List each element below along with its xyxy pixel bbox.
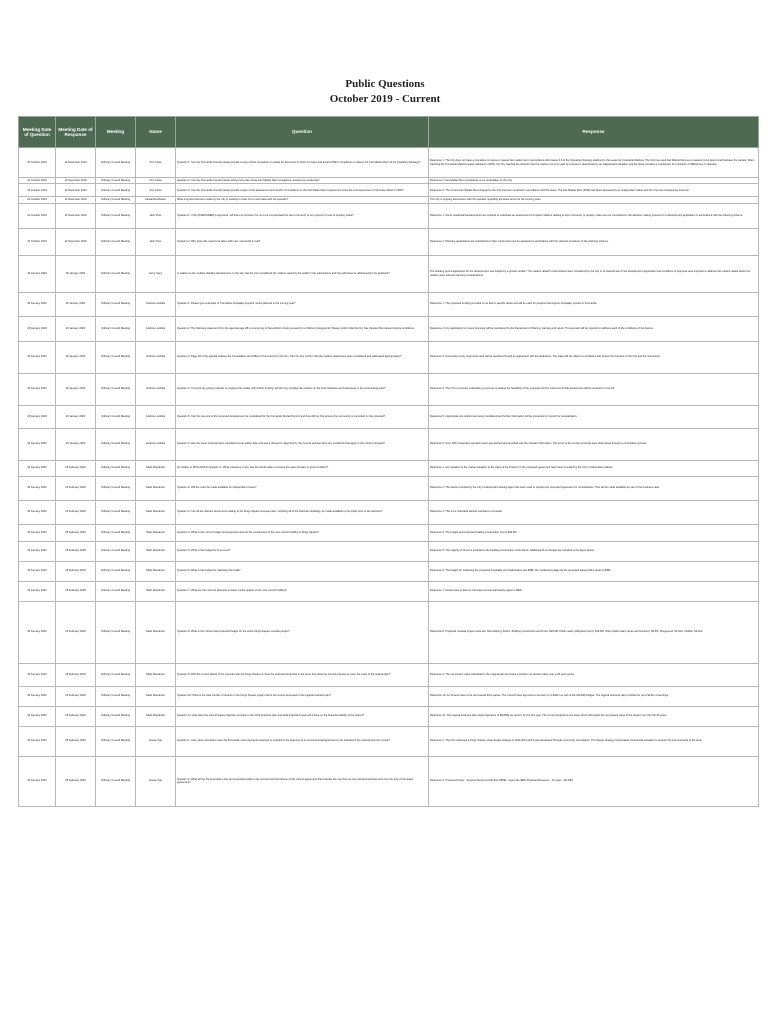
response-cell: Response 2: The advice provided by the City's independent leasing agent has been used to prepare the proposed agreement for consideration. This will be made available as part of the business case. bbox=[429, 476, 759, 500]
name-cell: Gerry Ivany bbox=[136, 255, 176, 292]
table-row bbox=[19, 706, 759, 726]
question-cell: Question 3: Can all the relevant documents relating to the Kings Square business plan, including all of the financial modelling, be made available to the public prior to the decision? bbox=[176, 500, 429, 524]
question-cell: Question 9: With the current failure of the council's plan for Kings Square to meet the expected tenancies in the area, how does the council propose to cover the costs of the original plan? bbox=[176, 663, 429, 686]
response-date-cell: 25 February 2020 bbox=[56, 726, 96, 756]
response-cell: Response 10: As Tenants were to be commercial third parties. The Council have approved a turnover up to $20m as part of the 2019/20 budget. The original business plan provided for up to $2.8m of earnings. bbox=[429, 686, 759, 706]
question-date-cell: 26 January 2020 bbox=[19, 292, 56, 316]
name-cell: Andrew Luobikis bbox=[136, 292, 176, 316]
meeting-cell: Ordinary Council Meeting bbox=[96, 405, 136, 428]
name-cell: Mark Woodcock bbox=[136, 460, 176, 476]
question-date-cell: 26 January 2020 bbox=[19, 428, 56, 460]
response-cell: Response 7: Actual costs to date for the lease commercial leasing agent is $92k. bbox=[429, 581, 759, 601]
table-row bbox=[19, 460, 759, 476]
question-date-cell: 26 January 2020 bbox=[19, 524, 56, 541]
questions-table bbox=[18, 116, 759, 807]
response-date-cell: 25 February 2020 bbox=[56, 541, 96, 561]
name-cell: Mark Woodcock bbox=[136, 500, 176, 524]
table-row bbox=[19, 373, 759, 405]
table-row bbox=[19, 316, 759, 341]
table-row bbox=[19, 184, 759, 197]
table-row bbox=[19, 756, 759, 806]
meeting-cell: Ordinary Council Meeting bbox=[96, 524, 136, 541]
table-row bbox=[19, 292, 759, 316]
question-date-cell: 22 October 2019 bbox=[19, 148, 56, 178]
table-row bbox=[19, 428, 759, 460]
question-date-cell: 26 January 2020 bbox=[19, 601, 56, 663]
response-date-cell: 26 January 2020 bbox=[56, 373, 96, 405]
table-row bbox=[19, 341, 759, 373]
table-row bbox=[19, 601, 759, 663]
name-cell: Mark Woodcock bbox=[136, 561, 176, 581]
question-cell: Question 6: What is the budget for marketing the retail? bbox=[176, 561, 429, 581]
response-date-cell: 12 November 2019 bbox=[56, 228, 96, 255]
meeting-cell: Ordinary Council Meeting bbox=[96, 663, 136, 686]
meeting-cell: Ordinary Council Meeting bbox=[96, 292, 136, 316]
response-cell: Response 11: The original business plan used projections of $8,838k per annum for the first year. The current projections are lower which will impact the net present value of the project over the first 25 years. bbox=[429, 706, 759, 726]
name-cell: Mark Woodcock bbox=[136, 686, 176, 706]
response-date-cell: 26 January 2020 bbox=[56, 316, 96, 341]
table-row bbox=[19, 524, 759, 541]
response-cell: Response 5: Appropriate site options are being considered and further information will be presented to Council for consideration. bbox=[429, 405, 759, 428]
response-date-cell: 25 February 2020 bbox=[56, 460, 96, 476]
response-date-cell: 25 February 2020 bbox=[56, 561, 96, 581]
question-date-cell: 26 January 2020 bbox=[19, 686, 56, 706]
question-cell: Question 4: If council are going to decide to progress this matter with further funding, will the City consider the impacts on the local residents and businesses in the surrounding area? bbox=[176, 373, 429, 405]
question-cell: Question 5: Can the new site of the proposed development be considered for the Fremantle Social Precinct and how will the City ensure the community is consulted on the proposal? bbox=[176, 405, 429, 428]
question-date-cell: 26 January 2020 bbox=[19, 663, 56, 686]
meeting-cell: Ordinary Council Meeting bbox=[96, 726, 136, 756]
question-cell: Question 2: Why does this need to be taken with new, anti-social is real? bbox=[176, 228, 429, 255]
meeting-cell: Ordinary Council Meeting bbox=[96, 460, 136, 476]
response-cell: Response 9: The net present value calculated in the original plan promoted a positive net present value over a 25 year period. bbox=[429, 663, 759, 686]
response-date-cell: 26 January 2020 bbox=[56, 405, 96, 428]
page-title: Public Questions bbox=[345, 78, 425, 90]
table-row bbox=[19, 255, 759, 292]
question-cell: Question 10: What is the total number of tenants in the Kings Square project that is the council proposed in the original business plan? bbox=[176, 686, 429, 706]
table-row bbox=[19, 500, 759, 524]
question-cell: Question 2: The following statement from the agenda page 38 is concerning in that alcohol is being served for a children's playground. Please confirm that the City has checked the relevant licence conditions. bbox=[176, 316, 429, 341]
meeting-cell: Ordinary Council Meeting bbox=[96, 316, 136, 341]
question-cell: Question 2: Can the Fremantle Council please advise how often these Fair Market Rent compliance reviews are conducted? bbox=[176, 178, 429, 184]
response-cell: Response 6: Over 100 prospective operators were approached and provided with the relevant information. The terms of the current proposal were determined through a competitive process. bbox=[429, 428, 759, 460]
table-row bbox=[19, 148, 759, 178]
meeting-cell: Ordinary Council Meeting bbox=[96, 561, 136, 581]
response-cell: Response 1: Some residential developments are required to undertake an assessment of impacts. Matters relating to loss of amenity or property value are not considered in the decision making process for a development application in accordance with the planning scheme. bbox=[429, 203, 759, 228]
name-cell: Mark Woodcock bbox=[136, 476, 176, 500]
meeting-cell: Ordinary Council Meeting bbox=[96, 686, 136, 706]
name-cell: Tom Coste bbox=[136, 148, 176, 178]
response-cell: Response 2: Planning applications are considered on their merits and must be assessed in accordance with the relevant provisions of the planning scheme. bbox=[429, 228, 759, 255]
response-cell: Response 2: Proposed Costs: - Anytime Tenant contribution $969k - Agent fee $96k Projected Revenue: - 10 years - $6.34M bbox=[429, 756, 759, 806]
meeting-cell: Ordinary Council Meeting bbox=[96, 581, 136, 601]
table-row bbox=[19, 405, 759, 428]
response-date-cell: 25 February 2020 bbox=[56, 706, 96, 726]
name-cell: Andrew Luobikis bbox=[136, 428, 176, 460]
response-date-cell: 25 February 2020 bbox=[56, 581, 96, 601]
response-date-cell: 26 January 2020 bbox=[56, 428, 96, 460]
table-row bbox=[19, 561, 759, 581]
question-date-cell: 26 January 2020 bbox=[19, 373, 56, 405]
question-cell: Question 1: Can the Fremantle Council please provide a copy of their procedure or guides for document in which is review and assess PMF's compliance to clause 4.6 'Fair Market Rent' of the Operating Strategy? bbox=[176, 148, 429, 178]
question-date-cell: 26 January 2020 bbox=[19, 541, 56, 561]
meeting-cell: Ordinary Council Meeting bbox=[96, 197, 136, 203]
question-cell: Question 8: What is the current total expected budget for the entire Kings Square renewal project? bbox=[176, 601, 429, 663]
question-date-cell: 22 October 2019 bbox=[19, 178, 56, 184]
question-cell: Question 5: What is the budget for fit out cost? bbox=[176, 541, 429, 561]
response-cell: Response 2: Any application for Liquor licensing will be considered by the Department of Racing, Gaming and Liquor. The operator will be required to address each of the conditions of the licence. bbox=[429, 316, 759, 341]
column-header: Name bbox=[136, 117, 176, 148]
response-cell: Response 1: The City does not have a procedure to review or assess fair market rent in accordance with clause 4.6 of the Operating Strategy attached to the Lease for Fremantle Markets. The City has used Fair Market Rent as a measure to be determined between the parties. When clarifying the Fremantle Markets lease (adopted in 2005), the City reached the decision that the market rent to be paid by a tenant is determined by an independent valuation and the lease provides a mechanism for resolution of differences in valuation. bbox=[429, 148, 759, 178]
table-row bbox=[19, 663, 759, 686]
name-cell: Tom Coste bbox=[136, 184, 176, 197]
question-date-cell: 26 January 2020 bbox=[19, 581, 56, 601]
response-cell: Response 3: This is for individual elected members to consider. bbox=[429, 500, 759, 524]
meeting-cell: Ordinary Council Meeting bbox=[96, 541, 136, 561]
question-date-cell: 26 January 2020 bbox=[19, 460, 56, 476]
table-row bbox=[19, 686, 759, 706]
response-cell: Response 4: The City is currently undertaking a process to assess the feasibility of the proposal and the outcomes of that assessment will be reported to Council. bbox=[429, 373, 759, 405]
name-cell: Cassandra Bowen bbox=[136, 197, 176, 203]
table-row bbox=[19, 581, 759, 601]
name-cell: Howie Cao bbox=[136, 756, 176, 806]
name-cell: Andrew Luobikis bbox=[136, 373, 176, 405]
meeting-cell: Ordinary Council Meeting bbox=[96, 228, 136, 255]
meeting-cell: Ordinary Council Meeting bbox=[96, 476, 136, 500]
column-header: Question bbox=[176, 117, 429, 148]
response-date-cell: 25 February 2020 bbox=[56, 524, 96, 541]
meeting-cell: Ordinary Council Meeting bbox=[96, 756, 136, 806]
response-date-cell: 12 November 2019 bbox=[56, 148, 96, 178]
response-date-cell: 26 January 2020 bbox=[56, 341, 96, 373]
response-date-cell: 12 November 2019 bbox=[56, 197, 96, 203]
question-date-cell: 26 January 2020 bbox=[19, 500, 56, 524]
question-cell: Question 2: Will the costs be made available for independent review? bbox=[176, 476, 429, 500]
question-date-cell: 22 October 2019 bbox=[19, 197, 56, 203]
response-date-cell: 12 November 2019 bbox=[56, 178, 96, 184]
question-cell: Question 1: How, when and where were the Fremantle noise payments received or included in the planning of an environmental agreement to be included in the cultural and civic centre? bbox=[176, 726, 429, 756]
response-cell: Response 1: Any variation to the market valuation to the value of the Precinct in the proposed agreement have been provided by the City's independent valuers. bbox=[429, 460, 759, 476]
table-header-row bbox=[19, 117, 759, 148]
question-cell: [In relation to FPOL2019-5] Question 1: What measures, if any, has Fremantle taken to ensure the asset remains in good condition? bbox=[176, 460, 429, 476]
question-cell: Question 11: How does the current lease projection compare to the 2012 business plan and what financial impact will it have on the financial stability of the project? bbox=[176, 706, 429, 726]
name-cell: Mark Woodcock bbox=[136, 663, 176, 686]
column-header: Meeting Date of Response bbox=[56, 117, 96, 148]
question-cell: Question 1: If the [DARKSIDER] is approved, will there be provision for us to be compensated for loss of amenity to our property or loss of property value? bbox=[176, 203, 429, 228]
column-header: Meeting Date of Question bbox=[19, 117, 56, 148]
question-date-cell: 22 October 2019 bbox=[19, 203, 56, 228]
response-cell: The building permit application for the development was lodged by a private certifier. The matters raised in submissions were considered by the City in its assessment of the development application and conditions of approval were imposed to address the matters raised where the matters were relevant planning considerations. bbox=[429, 255, 759, 292]
question-date-cell: 26 January 2020 bbox=[19, 726, 56, 756]
page-subtitle: October 2019 - Current bbox=[329, 93, 441, 105]
question-cell: Question 6: Has the same proposal been considered at an earlier date and was it refused or approved by the Council and are there any conditions that apply to the current proposal? bbox=[176, 428, 429, 460]
table-row bbox=[19, 228, 759, 255]
meeting-cell: Ordinary Council Meeting bbox=[96, 373, 136, 405]
table-row bbox=[19, 203, 759, 228]
response-date-cell: 26 January 2020 bbox=[56, 292, 96, 316]
meeting-cell: Ordinary Council Meeting bbox=[96, 500, 136, 524]
name-cell: Andrew Luobikis bbox=[136, 341, 176, 373]
name-cell: Jack Viner bbox=[136, 203, 176, 228]
column-header: Response bbox=[429, 117, 759, 148]
name-cell: Howie Cao bbox=[136, 726, 176, 756]
name-cell: Tom Coste bbox=[136, 178, 176, 184]
name-cell: Mark Woodcock bbox=[136, 524, 176, 541]
response-date-cell: 25 February 2020 bbox=[56, 476, 96, 500]
question-date-cell: 26 January 2020 bbox=[19, 405, 56, 428]
name-cell: Mark Woodcock bbox=[136, 541, 176, 561]
response-date-cell: 12 November 2019 bbox=[56, 203, 96, 228]
question-date-cell: 26 January 2020 bbox=[19, 255, 56, 292]
question-cell: Question 4: What is the current budget and expected costs for the construction of the new council building in Kings Square? bbox=[176, 524, 429, 541]
question-date-cell: 26 January 2020 bbox=[19, 756, 56, 806]
name-cell: Jack Viner bbox=[136, 228, 176, 255]
meeting-cell: Ordinary Council Meeting bbox=[96, 148, 136, 178]
response-cell: Response 5: The majority of fit-out is included in the building construction costs above. Additional fit-out budget are included in the figure above. bbox=[429, 541, 759, 561]
response-date-cell: 25 February 2020 bbox=[56, 500, 96, 524]
response-date-cell: 25 February 2020 bbox=[56, 686, 96, 706]
question-date-cell: 26 January 2020 bbox=[19, 561, 56, 581]
question-date-cell: 22 October 2019 bbox=[19, 228, 56, 255]
meeting-cell: Ordinary Council Meeting bbox=[96, 428, 136, 460]
question-cell: Question 7: What are the costs for attempts to lease out the spaces in the new council building? bbox=[176, 581, 429, 601]
question-cell: What progress has been made by the City in seeking to enter into a new lease with the operator? bbox=[176, 197, 429, 203]
response-cell: Response 8: Projected renewal project costs are: Demolishing: $4.8m; Building construction and fit-out: $49.9M; Public realm (Walyalup Koort): $10.5M; Other public realm (trees and furniture): $3.5M; Playground: $1.46m; FERAL: $3.46m bbox=[429, 601, 759, 663]
meeting-cell: Ordinary Council Meeting bbox=[96, 178, 136, 184]
meeting-cell: Ordinary Council Meeting bbox=[96, 706, 136, 726]
question-date-cell: 26 January 2020 bbox=[19, 706, 56, 726]
response-date-cell: 25 February 2020 bbox=[56, 601, 96, 663]
table-row bbox=[19, 541, 759, 561]
question-cell: Question 2: What will be the Fremantle costs and expected profits to be received and the lifetime of the current agreement that includes the new item for the proposed development over the term of the lease agreement? bbox=[176, 756, 429, 806]
response-date-cell: 26 January 2020 bbox=[56, 255, 96, 292]
response-cell: Response 1: The City undertook a Kings Square urban design strategy in 2011-2013 which was developed through community consultation. The design strategy incorporated commercial activation to support the improvements to the area. bbox=[429, 726, 759, 756]
response-cell: Response 3: Ownership of any restructure land will be resolved through an agreement with the landowner. The lease will be subject to conditions that protect the interests of the City and the community. bbox=[429, 341, 759, 373]
question-cell: Question 1: Please give examples of 'Fremantle hospitality-inspired' works planned in the coming year? bbox=[176, 292, 429, 316]
response-cell: Response 2: Fair Market Rent compliance is not undertaken by the City. bbox=[429, 178, 759, 184]
name-cell: Andrew Luobikis bbox=[136, 316, 176, 341]
response-cell: Response 4: The budget and expected building construction cost is $49.9M. bbox=[429, 524, 759, 541]
meeting-cell: Ordinary Council Meeting bbox=[96, 341, 136, 373]
question-cell: In relation to the multiple dwelling development on the site, has the City considered the matters raised by the public in the submissions and how will these be addressed by the applicant? bbox=[176, 255, 429, 292]
question-date-cell: 26 January 2020 bbox=[19, 341, 56, 373]
meeting-cell: Ordinary Council Meeting bbox=[96, 184, 136, 197]
question-cell: Question 3: Page 28 of the agenda outlines the Consultation and Officer's Comments for the item. Can the City confirm that the matters raised have been considered and addressed appropriately? bbox=[176, 341, 429, 373]
meeting-cell: Ordinary Council Meeting bbox=[96, 255, 136, 292]
question-date-cell: 26 January 2020 bbox=[19, 476, 56, 500]
column-header: Meeting bbox=[96, 117, 136, 148]
response-date-cell: 25 February 2020 bbox=[56, 663, 96, 686]
name-cell: Mark Woodcock bbox=[136, 601, 176, 663]
meeting-cell: Ordinary Council Meeting bbox=[96, 601, 136, 663]
response-date-cell: 25 February 2020 bbox=[56, 756, 96, 806]
meeting-cell: Ordinary Council Meeting bbox=[96, 203, 136, 228]
table-row bbox=[19, 476, 759, 500]
response-cell: Response 1: The proposed funding provided is not tied to specific works and will be used for projects that support hospitality venues in Fremantle. bbox=[429, 292, 759, 316]
response-cell: Response 3: The current Fair Market Rent charged to the City has been resolved in accordance with the lease. The Fair Market Rent (FMR) has been assessed by an independent valuer and the City has reviewed the outcome. bbox=[429, 184, 759, 197]
question-cell: Question 3: Can the Fremantle Council please provide copies of the assessment and results of compliance to the Fair Market Rent requirement since the commencement of the lease dated in 2006? bbox=[176, 184, 429, 197]
name-cell: Mark Woodcock bbox=[136, 581, 176, 601]
question-date-cell: 22 October 2019 bbox=[19, 184, 56, 197]
response-cell: Response 6: The budget for marketing the proposed hospitality and retail leases was $98k, the marketing budget for the proposed leased office areas is $48k. bbox=[429, 561, 759, 581]
table-row bbox=[19, 726, 759, 756]
question-date-cell: 26 January 2020 bbox=[19, 316, 56, 341]
response-cell: The City is ongoing discussions with the operator regarding the lease terms for the coming years. bbox=[429, 197, 759, 203]
name-cell: Andrew Luobikis bbox=[136, 405, 176, 428]
name-cell: Mark Woodcock bbox=[136, 706, 176, 726]
response-date-cell: 12 November 2019 bbox=[56, 184, 96, 197]
